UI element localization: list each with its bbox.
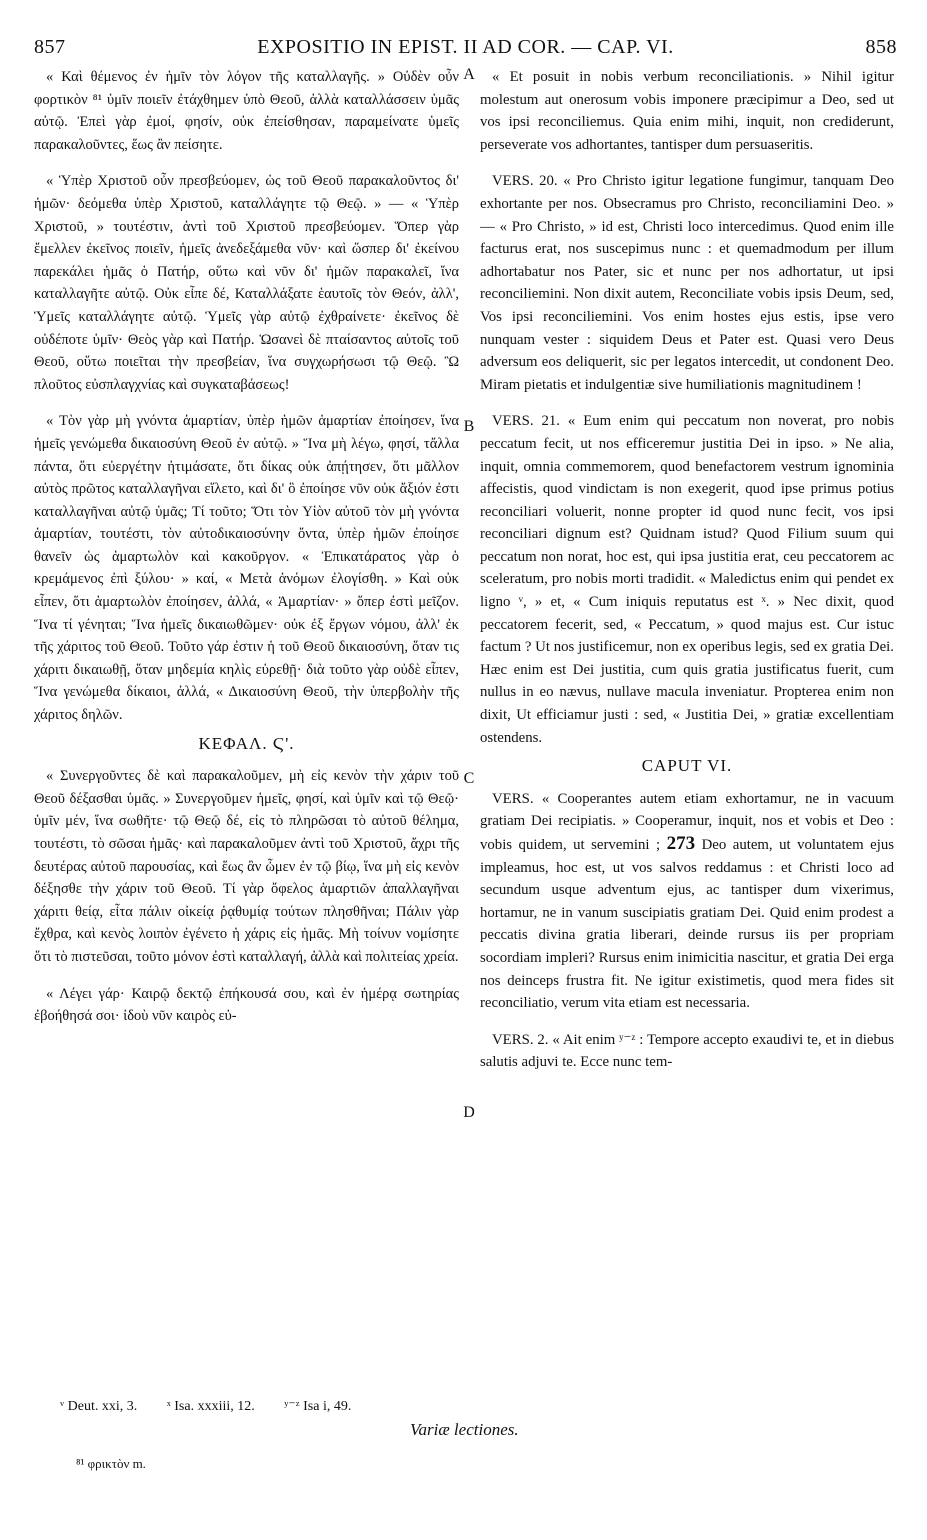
latin-paragraph: VERS. 20. « Pro Christo igitur legatione fungimur, tanquam Deo exhortante per nos. Obsecramus pro Christo, reconciliamini Deo. » — « Pro Christo, » id est, Christi loco intercedimus. Quod enim ille facturus erat, nos suscepimus nunc : et quemadmodum per illum adhortabatur nos Pater, sic et nunc per nos adhortatur, ut ipsi reconciliemini. Non dixit autem, Reconciliate vobis ipsis Deum, sed, Vos ipsi reconciliemini. Vos enim hostes ejus estis, ipse vero nunquam vester : siquidem Deus et Pater est. Quasi vero Deus adversum eos deliquerit, sic per legatos intercedit, ut condonent Deo. Miram pietatis et indulgentiæ sive humiliationis magnitudinem !	[480, 173, 894, 393]
latin-paragraph	[480, 788, 894, 1015]
footnote-reference: ᵛ Deut. xxi, 3.	[60, 1399, 138, 1414]
greek-paragraph: « Λέγει γάρ· Καιρῷ δεκτῷ ἐπήκουσά σου, καὶ ἐν ἡμέρᾳ σωτηρίας ἐβοήθησά σοι· ἰδοὺ νῦν καιρὸς εὐ-	[34, 985, 459, 1025]
latin-column	[480, 66, 894, 1392]
margin-letter-c: C	[463, 770, 475, 787]
page-number-left: 857	[34, 36, 66, 58]
greek-section-heading: ΚΕΦΑΛ. Ϛ'.	[198, 733, 295, 753]
margin-letter-a: A	[463, 66, 475, 83]
greek-paragraph: « Καὶ θέμενος ἐν ἡμῖν τὸν λόγον τῆς καταλλαγῆς. » Οὐδὲν οὖν φορτικὸν ⁸¹ ὑμῖν ποιεῖν ἐτάχθημεν ὑπὸ Θεοῦ, ἀλλὰ καταλλάσσειν ὑμᾶς αὐτῷ. Ἐπεὶ γὰρ ἐμοί, φησίν, οὐκ ἐπείσθησαν, παραμείνατε ὑμεῖς παρακαλοῦντες, ἕως ἂν πείσητε.	[34, 69, 459, 153]
footnote-reference: ʸ⁻ᶻ Isa i, 49.	[284, 1399, 352, 1414]
running-header	[34, 36, 897, 64]
margin-letter-b: B	[463, 418, 475, 435]
inline-page-marker: 273	[666, 833, 696, 854]
greek-column	[34, 66, 459, 1392]
running-title: EXPOSITIO IN EPIST. II AD COR. — CAP. VI.	[257, 36, 674, 58]
variant-readings-title: Variæ lectiones.	[410, 1420, 519, 1439]
scripture-references	[60, 1398, 377, 1415]
latin-paragraph: VERS. 21. « Eum enim qui peccatum non noverat, pro nobis peccatum fecit, ut nos efficeremur justitia Dei in ipso. » Ne alia, inquit, omnia commemorem, quod benefactorem vestrum ignominia affecistis, quod vindictam is non exegerit, quod ipse primus potius reconciliari voluerit, nonne propter id quod nunc fecit, vos ipsi reconciliari dignum est? Quidnam istud? Quod Filium suum qui peccatum non norat, hoc est, qui ipsa justitia erat, ceu peccatorem ac sceleratum, pro nobis morti tradidit. « Maledictus enim qui pendet ex ligno ᵛ, » et, « Cum iniquis reputatus est ˣ. » Nec dixit, quod peccatorem fecerit, sed, « Peccatum, » quod majus est. Cur istuc factum ? Ut nos justificemur, non ex operibus legis, sed ex gratia Dei. Hæc enim est Dei justitia, cum quis gratia justificatus fuerit, cum nullus in eo nævus, nullave macula inveniatur. Propterea enim non dixit, Ut efficiamur justi : sed, « Justitia Dei, » gratiæ excellentiam ostendens.	[480, 413, 894, 746]
margin-letter-d: D	[463, 1104, 475, 1121]
greek-paragraph: « Τὸν γὰρ μὴ γνόντα ἁμαρτίαν, ὑπὲρ ἡμῶν ἁμαρτίαν ἐποίησεν, ἵνα ἡμεῖς γενώμεθα δικαιοσύνη Θεοῦ ἐν αὐτῷ. » Ἵνα μὴ λέγω, φησί, τἄλλα πάντα, ὅτι εὐεργέτην ἠτιμάσατε, ὅτι δίκας οὐκ ἀπῄτησεν, ὅτι μᾶλλον αὐτὸς πρῶτος καταλλαγῆναι εἵλετο, καὶ δι' ὃ ἐποίησε νῦν οὐκ ἄξιόν ἐστι καταλλαγῆναι αὐτῷ ὑμᾶς; Τί τοῦτο; Ὅτι τὸν Υἱὸν αὐτοῦ τὸν μὴ γνόντα ἁμαρτίαν, τουτέστι, τὸν αὐτοδικαιοσύνην ὄντα, ὑπὲρ ἡμῶν ἐποίησε θανεῖν ὡς ἁμαρτωλὸν καὶ κακοῦργον. « Ἐπικατάρατος γὰρ ὁ κρεμάμενος ἐπὶ ξύλου· » καί, « Μετὰ ἀνόμων ἐλογίσθη. » Καὶ οὐκ εἶπεν, ὅτι ἁμαρτωλὸν ἐποίησεν, ἀλλά, « Ἁμαρτίαν· » ὅπερ ἐστὶ μεῖζον. Ἵνα τί γένηται; Ἵνα ἡμεῖς δικαιωθῶμεν· οὐκ ἐξ ἔργων νόμου, ἀλλ' ἐκ τῆς χάριτος τοῦ Θεοῦ. Τοῦτο γάρ ἐστιν ἡ τοῦ Θεοῦ δικαιοσύνη, ὅταν τις χάριτι δικαιωθῇ, ὅταν μηδεμία κηλὶς εὑρεθῇ· διὰ τοῦτο γὰρ οὐδὲ εἶπεν, Ἵνα γενώμεθα δίκαιοι, ἀλλά, « Δικαιοσύνη Θεοῦ, τὴν ὑπερβολὴν τῆς χάριτος δηλῶν.	[34, 413, 459, 724]
footnote-reference: ˣ Isa. xxxiii, 12.	[166, 1399, 255, 1414]
latin-text: VERS. « Cooperantes autem etiam exhortamur, ne in vacuum gratiam Dei recipiatis. » Cooperamur, inquit, nos et vobis et Deo : vobis quidem, ut servemini ;	[480, 790, 894, 853]
page-number-right: 858	[865, 36, 897, 58]
greek-paragraph: « Ὑπὲρ Χριστοῦ οὖν πρεσβεύομεν, ὡς τοῦ Θεοῦ παρακαλοῦντος δι' ἡμῶν· δεόμεθα ὑπὲρ Χριστοῦ, καταλλάγητε τῷ Θεῷ. » — « Ὑπὲρ Χριστοῦ, » τουτέστιν, ἀντὶ τοῦ Χριστοῦ πρεσβεύομεν. Ὅπερ γὰρ ἔμελλεν ἐκεῖνος ποιεῖν, ἡμεῖς ἀνεδεξάμεθα νῦν· καὶ ὥσπερ δι' ἐκείνου παρεκάλει ἡμᾶς ὁ Πατήρ, οὕτω καὶ νῦν δι' ἡμῶν παρακαλεῖ, ἵνα καταλλαγῆτε αὐτῷ. Οὐκ εἶπε δέ, Καταλλάξατε ἑαυτοῖς τὸν Θεόν, ἀλλ', Ὑμεῖς καταλλάγητε αὐτῷ. Ὑμεῖς γὰρ αὐτῷ ἐχθραίνετε· ἐκεῖνος δὲ οὐδέποτε ὑμῖν· Θεὸς γὰρ καὶ Πατήρ. Ὡσανεὶ δὲ πταίσαντος αὐτοῖς τοῦ Θεοῦ, οὕτω ποιεῖται τὴν πρεσβείαν, ἵνα συγχωρήσωσι τῷ Θεῷ. Ὢ πλοῦτος εὐσπλαγχνίας καὶ συγκαταβάσεως!	[34, 173, 459, 393]
latin-section-heading: CAPUT VI.	[641, 756, 733, 776]
variant-reading-note: ⁸¹ φρικτὸν m.	[76, 1456, 146, 1471]
greek-paragraph: « Συνεργοῦντες δὲ καὶ παρακαλοῦμεν, μὴ εἰς κενὸν τὴν χάριν τοῦ Θεοῦ δέξασθαι ὑμᾶς. » Συνεργοῦμεν ἡμεῖς, φησί, καὶ ὑμῖν καὶ τῷ Θεῷ· ὑμῖν μέν, ἵνα σωθῆτε· τῷ Θεῷ δέ, εἰς τὸ πληρῶσαι τὸ αὐτοῦ θέλημα, τουτέστι, τὸ σῶσαι ἡμᾶς· καὶ παρακαλοῦμεν ἀντὶ τοῦ Χριστοῦ, ἄχρι τῆς δευτέρας αὐτοῦ παρουσίας, καὶ ἕως ἂν ὦμεν ἐν τῷ βίῳ, ἵνα μὴ εἰς κενὸν δέξησθε τὴν χάριν τοῦ Θεοῦ. Τί γὰρ ὄφελος ἁμαρτιῶν ἀπαλλαγῆναι χάριτι θείᾳ, εἶτα πάλιν οἰκείᾳ ῥᾳθυμίᾳ τούτων πλησθῆναι; Πάλιν γὰρ ἔχθρα, καὶ κενὸς λοιπὸν ἐγένετο ἡ χάρις εἰς ἡμᾶς. Μὴ τοίνυν νομίσητε ὅτι τὸ πιστεῦσαι, τοῦτο μόνον ἐστὶ καταλλαγή, ἀλλὰ καὶ πολιτείας χρεία.	[34, 768, 459, 965]
latin-paragraph: VERS. 2. « Ait enim ʸ⁻ᶻ : Tempore accepto exaudivi te, et in diebus salutis adjuvi te. Ecce nunc tem-	[480, 1031, 894, 1071]
latin-text: Deo autem, ut voluntatem ejus impleamus, hoc est, ut vos salvos reddamus : et Christi loco ad secundum usque adventum ejus, ac tantisper dum vixerimus, hortamur, ne in vanum suscipiatis gratiam Dei. Quid enim prodest a peccatis divina gratia liberari, deinde rursus iis per propriam socordiam impleri? Rursus enim inimicitia nascitur, et gratia Dei erga nos deinceps frustra fit. Ne igitur existimetis, quod mera fides sit reconciliatio, verum vita etiam est necessaria.	[480, 837, 894, 1012]
latin-paragraph: « Et posuit in nobis verbum reconciliationis. » Nihil igitur molestum aut onerosum vobis imponere præcipimur a Deo, sed ut vos ipsi reconciliemus. Quia enim mihi, inquit, non crediderunt, perseverate vos adhortantes, tantisper dum persuaseritis.	[480, 69, 894, 153]
